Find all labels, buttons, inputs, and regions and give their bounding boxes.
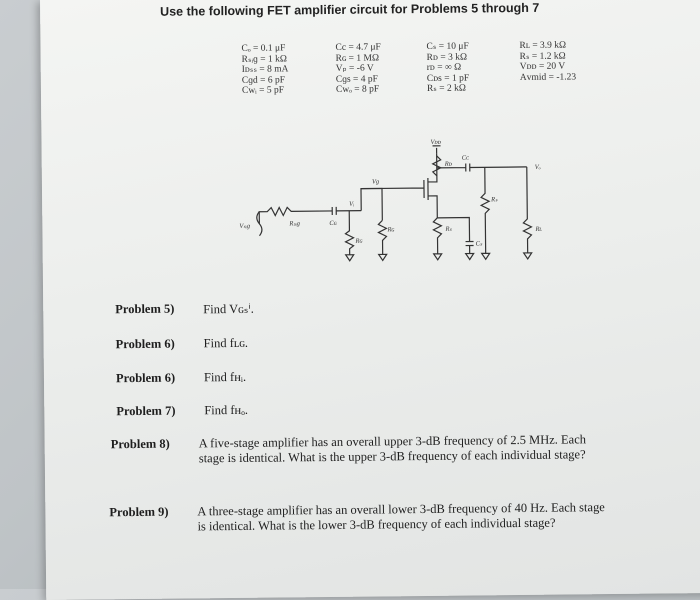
param-rg: Rɢ = 1 MΩ [336, 53, 381, 64]
rsig-gate-resistor [378, 220, 386, 254]
param-cs: Cₛ = 10 μF [426, 42, 468, 53]
jfet-symbol [361, 154, 438, 219]
problem-6b [116, 370, 246, 386]
label-rsig: Rₛᵢɡ [288, 220, 300, 227]
problem-text: Find Vɢₛⁱ. [203, 301, 254, 318]
param-cgd: Cɡd = 6 pF [242, 75, 289, 86]
param-cgs: Cɡs = 4 pF [336, 74, 381, 85]
param-avmid: Aᴠmid = -1.23 [520, 72, 576, 83]
parameter-column-3 [426, 42, 469, 95]
param-rd-small: rᴅ = ∞ Ω [427, 63, 469, 74]
param-rd: Rᴅ = 3 kΩ [427, 52, 469, 63]
param-cc: Cc = 4.7 μF [335, 42, 380, 53]
label-cc: Cᴄ [462, 155, 470, 162]
problem-5 [115, 301, 254, 318]
param-vp: Vₚ = -6 V [336, 64, 381, 75]
problem-text: A three-stage amplifier has an overall lower 3-dB frequency of 40 Hz. Each stage is identical. What is the lower 3-dB frequency of each individual stage? [197, 500, 607, 534]
label-rg: Rɢ [386, 226, 394, 233]
label-vdd: Vᴅᴅ [430, 139, 441, 146]
parameter-column-2 [335, 42, 381, 95]
ground-rgate [379, 254, 387, 260]
param-rs2: Rₛ = 1.2 kΩ [520, 51, 576, 62]
problem-text: Find fʜᵢ. [204, 370, 246, 385]
problem-text: A five-stage amplifier has an overall upper 3-dB frequency of 2.5 MHz. Each stage is identical. What is the upper 3-dB frequency of each individual stage? [199, 432, 609, 466]
problem-text: Find fʟɢ. [204, 336, 249, 351]
cg-capacitor [332, 207, 361, 215]
param-rsig: Rₛᵢɡ = 1 kΩ [242, 54, 289, 65]
label-vi: Vᵢ [349, 201, 354, 208]
label-rd: Rᴅ [444, 161, 453, 168]
param-idss: Iᴅₛₛ = 8 mA [242, 65, 289, 76]
ground-small [482, 253, 490, 259]
problem-label: Problem 5) [115, 301, 203, 317]
param-cds: Cᴅs = 1 pF [427, 73, 469, 84]
problem-label: Problem 6) [116, 370, 204, 386]
ground-rs [434, 254, 442, 260]
page-title: Use the following FET amplifier circuit for Problems 5 through 7 [160, 1, 539, 19]
label-rs: Rₛ [444, 226, 452, 233]
label-vg: Vɡ [372, 178, 379, 185]
problem-label: Problem 7) [116, 403, 204, 419]
problem-6a [116, 336, 249, 352]
problem-7 [116, 403, 248, 419]
problem-label: Problem 6) [116, 336, 204, 352]
label-cg: Cɢ [329, 220, 337, 227]
param-vdd: Vᴅᴅ = 20 V [520, 62, 576, 73]
label-rs2: Rₛ [490, 196, 498, 203]
label-vsig: Vₛᵢɡ [239, 223, 250, 230]
param-rs: Rₛ = 2 kΩ [427, 84, 469, 95]
problem-label: Problem 8) [111, 436, 199, 452]
parameter-column-4 [519, 40, 576, 83]
problem-8 [111, 432, 609, 467]
label-vo: Vₒ [535, 164, 541, 171]
param-rl: Rʟ = 3.9 kΩ [519, 40, 575, 51]
label-rl: Rʟ [534, 226, 542, 233]
problem-9 [109, 500, 607, 535]
problem-label: Problem 9) [109, 504, 197, 520]
rl-resistor [523, 167, 532, 253]
ground-cs [466, 253, 474, 259]
fet-amplifier-schematic [236, 134, 568, 287]
problem-text: Find fʜₒ. [204, 403, 248, 418]
param-cwi: Cᴡᵢ = 5 pF [242, 86, 289, 97]
rg-resistor [345, 211, 353, 255]
ground-rg [346, 255, 354, 261]
parameter-column-1 [241, 43, 288, 96]
ground-rl [524, 253, 532, 259]
param-co: Cₒ = 0.1 μF [241, 43, 288, 54]
rs-resistor [433, 217, 473, 253]
param-cwo: Cᴡₒ = 8 pF [336, 85, 381, 96]
label-cs: Cₛ [476, 240, 483, 247]
label-rg-small: Rɢ [355, 238, 363, 245]
worksheet-page [40, 0, 700, 600]
